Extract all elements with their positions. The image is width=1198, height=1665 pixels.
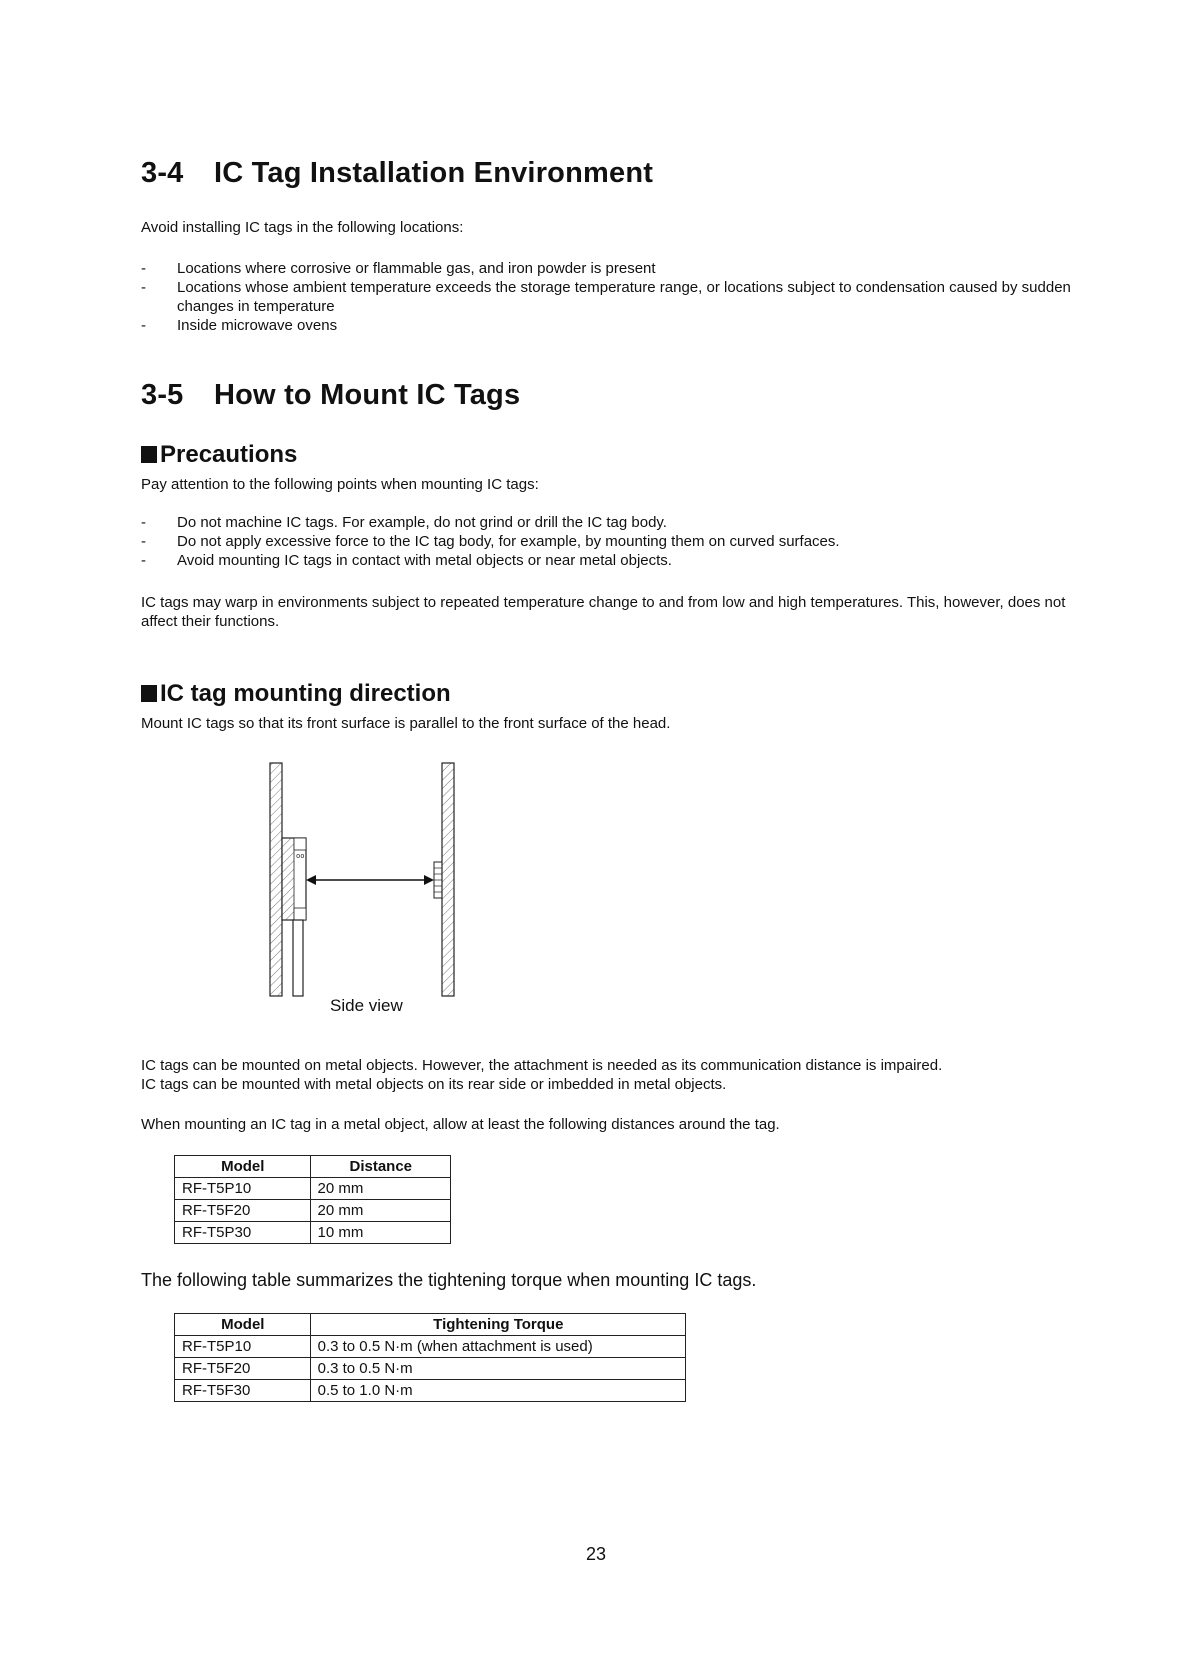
table-header-row xyxy=(175,1314,686,1336)
column-header: Model xyxy=(175,1156,311,1178)
section-3-4-list xyxy=(141,259,1071,335)
table-cell: RF-T5P10 xyxy=(175,1336,311,1358)
table-cell: RF-T5P30 xyxy=(175,1222,311,1244)
table-cell: RF-T5F20 xyxy=(175,1358,311,1380)
table-cell: 20 mm xyxy=(310,1178,450,1200)
distance-intro: When mounting an IC tag in a metal object, allow at least the following distances around the tag. xyxy=(141,1116,780,1133)
table-header-row xyxy=(175,1156,451,1178)
table-cell: RF-T5P10 xyxy=(175,1178,311,1200)
list-item: - Avoid mounting IC tags in contact with metal objects or near metal objects. xyxy=(141,551,1071,570)
precautions-heading: Precautions xyxy=(141,441,297,469)
table-row xyxy=(175,1222,451,1244)
column-header: Model xyxy=(175,1314,311,1336)
page-number: 23 xyxy=(586,1544,607,1564)
distance-table xyxy=(174,1155,451,1244)
metal-note: IC tags can be mounted on metal objects. However, the attachment is needed as its communication distance is impaired. IC tags can be mounted with metal objects on its rear side or imbedded in metal objects. xyxy=(141,1057,943,1093)
section-3-5-heading xyxy=(141,379,520,412)
table-cell: RF-T5F30 xyxy=(175,1380,311,1402)
table-row xyxy=(175,1336,686,1358)
torque-intro: The following table summarizes the tightening torque when mounting IC tags. xyxy=(141,1270,757,1290)
section-title: How to Mount IC Tags xyxy=(214,379,521,411)
table-cell: 0.3 to 0.5 N·m xyxy=(310,1358,685,1380)
section-title: IC Tag Installation Environment xyxy=(214,157,654,189)
column-header: Distance xyxy=(310,1156,450,1178)
list-item: - Inside microwave ovens xyxy=(141,316,1071,335)
list-item: - Locations whose ambient temperature exceeds the storage temperature range, or locations subject to condensation caused by sudden changes in temperature xyxy=(141,278,1071,316)
precautions-intro: Pay attention to the following points when mounting IC tags: xyxy=(141,476,539,493)
list-item: - Do not machine IC tags. For example, do not grind or drill the IC tag body. xyxy=(141,513,1071,532)
square-bullet-icon xyxy=(141,446,157,463)
table-cell: 20 mm xyxy=(310,1200,450,1222)
precautions-note: IC tags may warp in environments subject to repeated temperature change to and from low and high temperatures. This, however, does not affect their functions. xyxy=(141,594,1066,630)
left-metal-plate xyxy=(270,763,282,996)
head-cable xyxy=(293,920,303,996)
list-item: - Locations where corrosive or flammable gas, and iron powder is present xyxy=(141,259,1071,278)
table-row xyxy=(175,1358,686,1380)
table-cell: 0.3 to 0.5 N·m (when attachment is used) xyxy=(310,1336,685,1358)
table-cell: 10 mm xyxy=(310,1222,450,1244)
table-row xyxy=(175,1380,686,1402)
square-bullet-icon xyxy=(141,685,157,702)
svg-text:oo: oo xyxy=(296,852,305,860)
list-item: - Do not apply excessive force to the IC tag body, for example, by mounting them on curved surfaces. xyxy=(141,532,1071,551)
section-number: 3-5 xyxy=(141,379,184,411)
right-metal-plate xyxy=(442,763,454,996)
direction-heading: IC tag mounting direction xyxy=(141,680,451,708)
table-row xyxy=(175,1178,451,1200)
direction-intro: Mount IC tags so that its front surface is parallel to the front surface of the head. xyxy=(141,715,671,732)
section-number: 3-4 xyxy=(141,157,184,189)
section-3-4-intro: Avoid installing IC tags in the following locations: xyxy=(141,219,464,236)
torque-table xyxy=(174,1313,686,1402)
table-cell: 0.5 to 1.0 N·m xyxy=(310,1380,685,1402)
precautions-list xyxy=(141,513,1071,570)
side-view-figure xyxy=(260,750,490,1000)
column-header: Tightening Torque xyxy=(310,1314,685,1336)
figure-caption: Side view xyxy=(330,996,403,1015)
table-row xyxy=(175,1200,451,1222)
section-3-4-heading xyxy=(141,157,653,190)
table-cell: RF-T5F20 xyxy=(175,1200,311,1222)
